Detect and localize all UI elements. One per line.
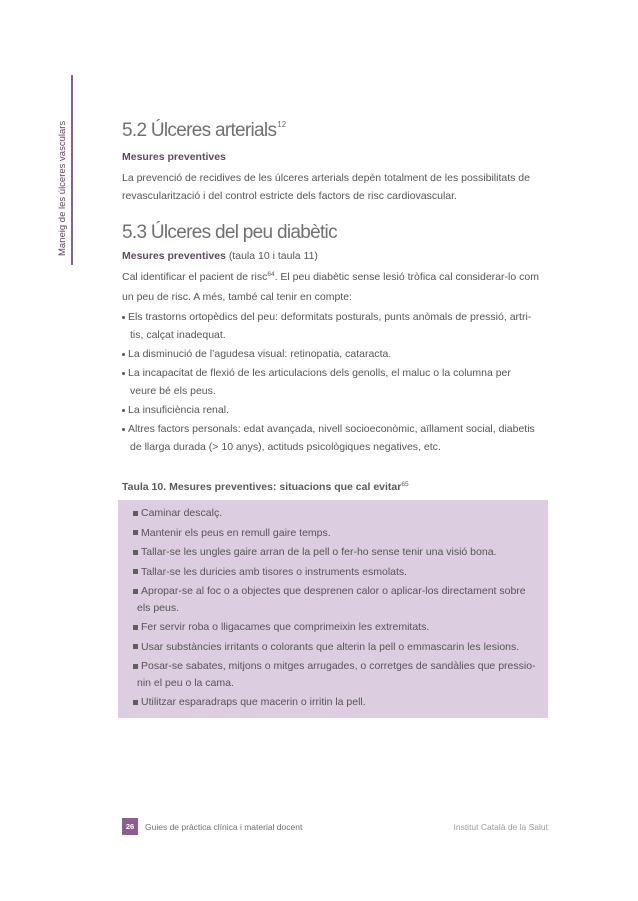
- square-bullet-icon: [133, 569, 138, 574]
- side-accent-rule: [71, 75, 73, 265]
- paragraph-line: La prevenció de recidives de les úlceres arterials depèn totalment de les possibilitats de: [122, 172, 530, 184]
- square-bullet-icon: [133, 550, 138, 555]
- table-item-line: Utilitzar esparadraps que macerin o irritin la pell.: [141, 696, 366, 708]
- table-item-line: Posar-se sabates, mitjons o mitges arrugades, o corretges de sandàlies que pressio-: [141, 660, 536, 672]
- table-item: [132, 505, 544, 522]
- list-item-line: veure bé els peus.: [130, 385, 216, 397]
- square-bullet-icon: [133, 664, 138, 669]
- footer-publisher: Institut Català de la Salut: [453, 822, 548, 832]
- table-10-caption-text: Taula 10. Mesures preventives: situacions que cal evitar: [122, 481, 402, 493]
- page-number: 26: [122, 818, 138, 835]
- table-item-line: Fer servir roba o lligacames que comprimeixin les extremitats.: [141, 621, 430, 633]
- list-item-line: La disminució de l’agudesa visual: retinopatia, cataracta.: [128, 348, 392, 360]
- list-item: [122, 420, 552, 456]
- section-53-intro: [122, 268, 552, 306]
- list-item: [122, 308, 552, 344]
- square-bullet-icon: [133, 511, 138, 516]
- table-item-line: nin el peu o la cama.: [137, 676, 234, 689]
- table-item-line: els peus.: [137, 601, 180, 614]
- list-item-line: tis, calçat inadequat.: [130, 329, 226, 341]
- list-item-line: La incapacitat de flexió de les articulacions dels genolls, el maluc o la columna per: [128, 367, 511, 379]
- table-item-line: Tallar-se les duricies amb tisores o instruments esmolats.: [141, 565, 408, 578]
- section-52-heading: [122, 119, 286, 146]
- section-52-reference: 12: [277, 120, 287, 129]
- square-bullet-icon: [133, 530, 138, 535]
- paragraph-line: [122, 268, 552, 288]
- intro-text: . El peu diabètic sense lesió tròfica cal considerar-lo com: [274, 271, 539, 283]
- table-item: [132, 619, 544, 636]
- footer-series-title: Guies de pràctica clínica i material docent: [145, 822, 303, 832]
- square-bullet-icon: [133, 700, 138, 705]
- section-52-subheading-text: Mesures preventives: [122, 151, 226, 163]
- square-bullet-icon: [133, 644, 138, 649]
- table-item-line: Apropar-se al foc o a objectes que desprenen calor o aplicar-los directament sobre: [141, 585, 526, 597]
- table-item: [132, 658, 544, 691]
- table-item-line: Tallar-se les ungles gaire arran de la pell o fer-ho sense tenir una visió bona.: [141, 546, 497, 558]
- table-item: [132, 525, 544, 542]
- table-10-reference: 65: [401, 481, 409, 488]
- table-item-line: Caminar descalç.: [141, 507, 223, 519]
- section-53-title: 5.3 Úlceres del peu diabètic: [122, 222, 337, 243]
- section-52-subheading: [122, 150, 226, 164]
- table-item-line: Mantenir els peus en remull gaire temps.: [141, 526, 331, 539]
- section-52-title: 5.2 Úlceres arterials: [122, 120, 277, 141]
- section-53-subheading: [122, 249, 318, 263]
- table-item: [132, 694, 544, 711]
- risk-factor-list: [122, 308, 552, 457]
- bullet-icon: [122, 316, 125, 319]
- table-item: [132, 583, 544, 616]
- section-53-subheading-text: Mesures preventives: [122, 250, 226, 262]
- section-53-heading: [122, 221, 337, 245]
- running-title: Maneig de les úlceres vasculars: [57, 120, 68, 256]
- table-item: [132, 639, 544, 656]
- list-item: [122, 364, 552, 400]
- intro-reference: 64: [267, 271, 275, 278]
- list-item-line: Els trastorns ortopèdics del peu: deformitats posturals, punts anòmals de pressió, artri-: [128, 311, 532, 323]
- intro-text: Cal identificar el pacient de risc: [122, 271, 268, 283]
- paragraph-line: un peu de risc. A més, també cal tenir en compte:: [122, 291, 352, 303]
- section-53-subheading-note: (taula 10 i taula 11): [228, 250, 318, 262]
- table-item-line: Usar substàncies irritants o colorants que alterin la pell o emmascarin les lesions.: [141, 640, 520, 653]
- list-item-line: Altres factors personals: edat avançada, nivell socioeconòmic, aïllament social, diabetis: [128, 423, 535, 435]
- bullet-icon: [122, 353, 125, 356]
- square-bullet-icon: [133, 589, 138, 594]
- bullet-icon: [122, 372, 125, 375]
- bullet-icon: [122, 428, 125, 431]
- paragraph-line: revascularització i del control estricte dels factors de risc cardiovascular.: [122, 190, 457, 202]
- section-52-paragraph: [122, 169, 552, 205]
- table-10-caption: [122, 480, 409, 496]
- table-item: [132, 564, 544, 581]
- table-item: [132, 544, 544, 561]
- table-10-list: [132, 505, 544, 714]
- list-item-line: de llarga durada (> 10 anys), actituds psicològiques negatives, etc.: [130, 441, 441, 453]
- bullet-icon: [122, 409, 125, 412]
- list-item: [122, 345, 552, 363]
- list-item-line: La insuficiència renal.: [128, 404, 229, 416]
- list-item: [122, 401, 552, 419]
- square-bullet-icon: [133, 625, 138, 630]
